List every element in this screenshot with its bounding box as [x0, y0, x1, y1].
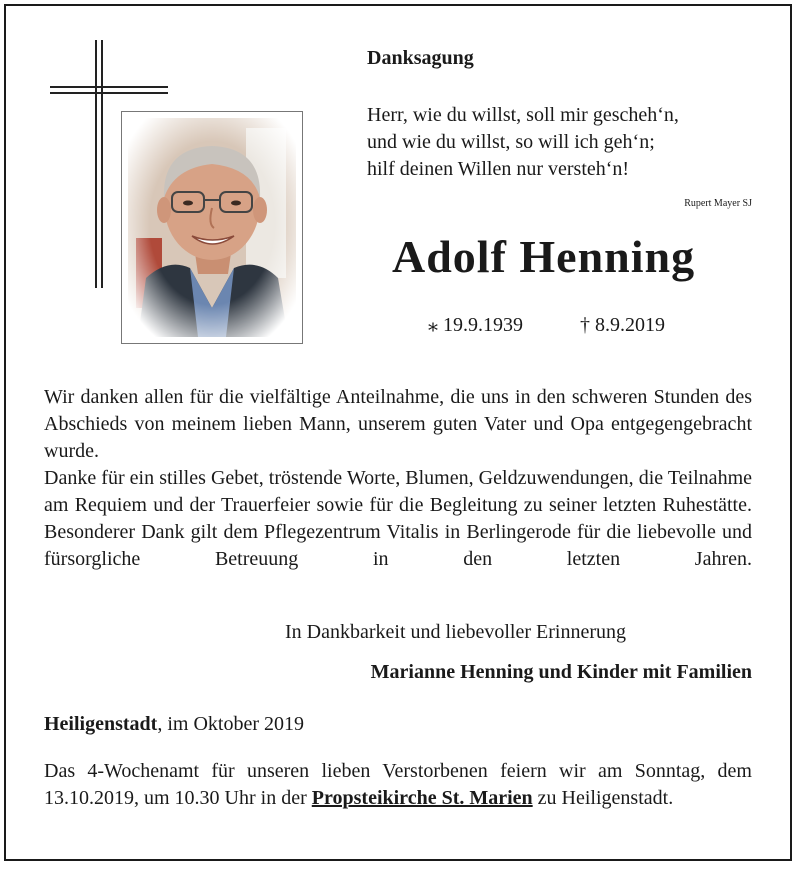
- family-signature: Marianne Henning und Kinder mit Familien: [370, 661, 752, 683]
- service-text-after: zu Heiligenstadt.: [532, 787, 674, 809]
- death-date: † 8.9.2019: [580, 314, 665, 336]
- notice-heading: Danksagung: [367, 47, 474, 69]
- place-date-line: [44, 713, 304, 736]
- verse-line: Herr, wie du willst, soll mir gescheh‘n,: [367, 104, 679, 126]
- thanks-paragraph: Danke für ein stilles Gebet, tröstende Worte, Blumen, Geldzuwendungen, die Teilnahme am Requiem und der Trauerfeier sowie für die Begleitung zu seiner letzten Ruhestätte.: [44, 467, 752, 516]
- thanks-paragraph: Wir danken allen für die vielfältige Anteilnahme, die uns in den schweren Stunden des Abschieds von meinem lieben Mann, unserem guten Vater und Opa entgegengebracht wurde.: [44, 386, 752, 462]
- portrait-photo: [128, 118, 296, 337]
- memorial-service-text: [44, 758, 752, 812]
- thank-you-text: [44, 384, 752, 573]
- verse-line: hilf deinen Willen nur versteh‘n!: [367, 158, 630, 180]
- place-name: Heiligenstadt: [44, 713, 158, 735]
- closing-line: In Dankbarkeit und liebevoller Erinnerung: [285, 621, 626, 643]
- verse-quote: [367, 102, 679, 183]
- deceased-name: Adolf Henning: [392, 231, 696, 282]
- thanks-paragraph: Besonderer Dank gilt dem Pflegezentrum Vitalis in Berlingerode für die liebevolle und fürsorgliche Betreuung in den letzten Jahren.: [44, 521, 752, 570]
- date-text: , im Oktober 2019: [157, 713, 304, 735]
- portrait-illustration: [128, 118, 296, 337]
- service-text-before: Das 4-Wochenamt für unseren lieben Verstorbenen feiern wir am Sonntag, dem 13.10.2019, um 10.30 Uhr in der: [44, 760, 752, 809]
- cross-vertical-bar: [95, 40, 103, 288]
- portrait-photo-frame: [121, 111, 303, 344]
- verse-line: und wie du willst, so will ich geh‘n;: [367, 131, 655, 153]
- birth-date: ⁎ 19.9.1939: [428, 314, 523, 336]
- verse-author: Rupert Mayer SJ: [684, 198, 752, 209]
- cross-horizontal-bar: [50, 86, 168, 94]
- life-dates: [428, 312, 665, 337]
- church-name: Propsteikirche St. Marien: [311, 787, 533, 809]
